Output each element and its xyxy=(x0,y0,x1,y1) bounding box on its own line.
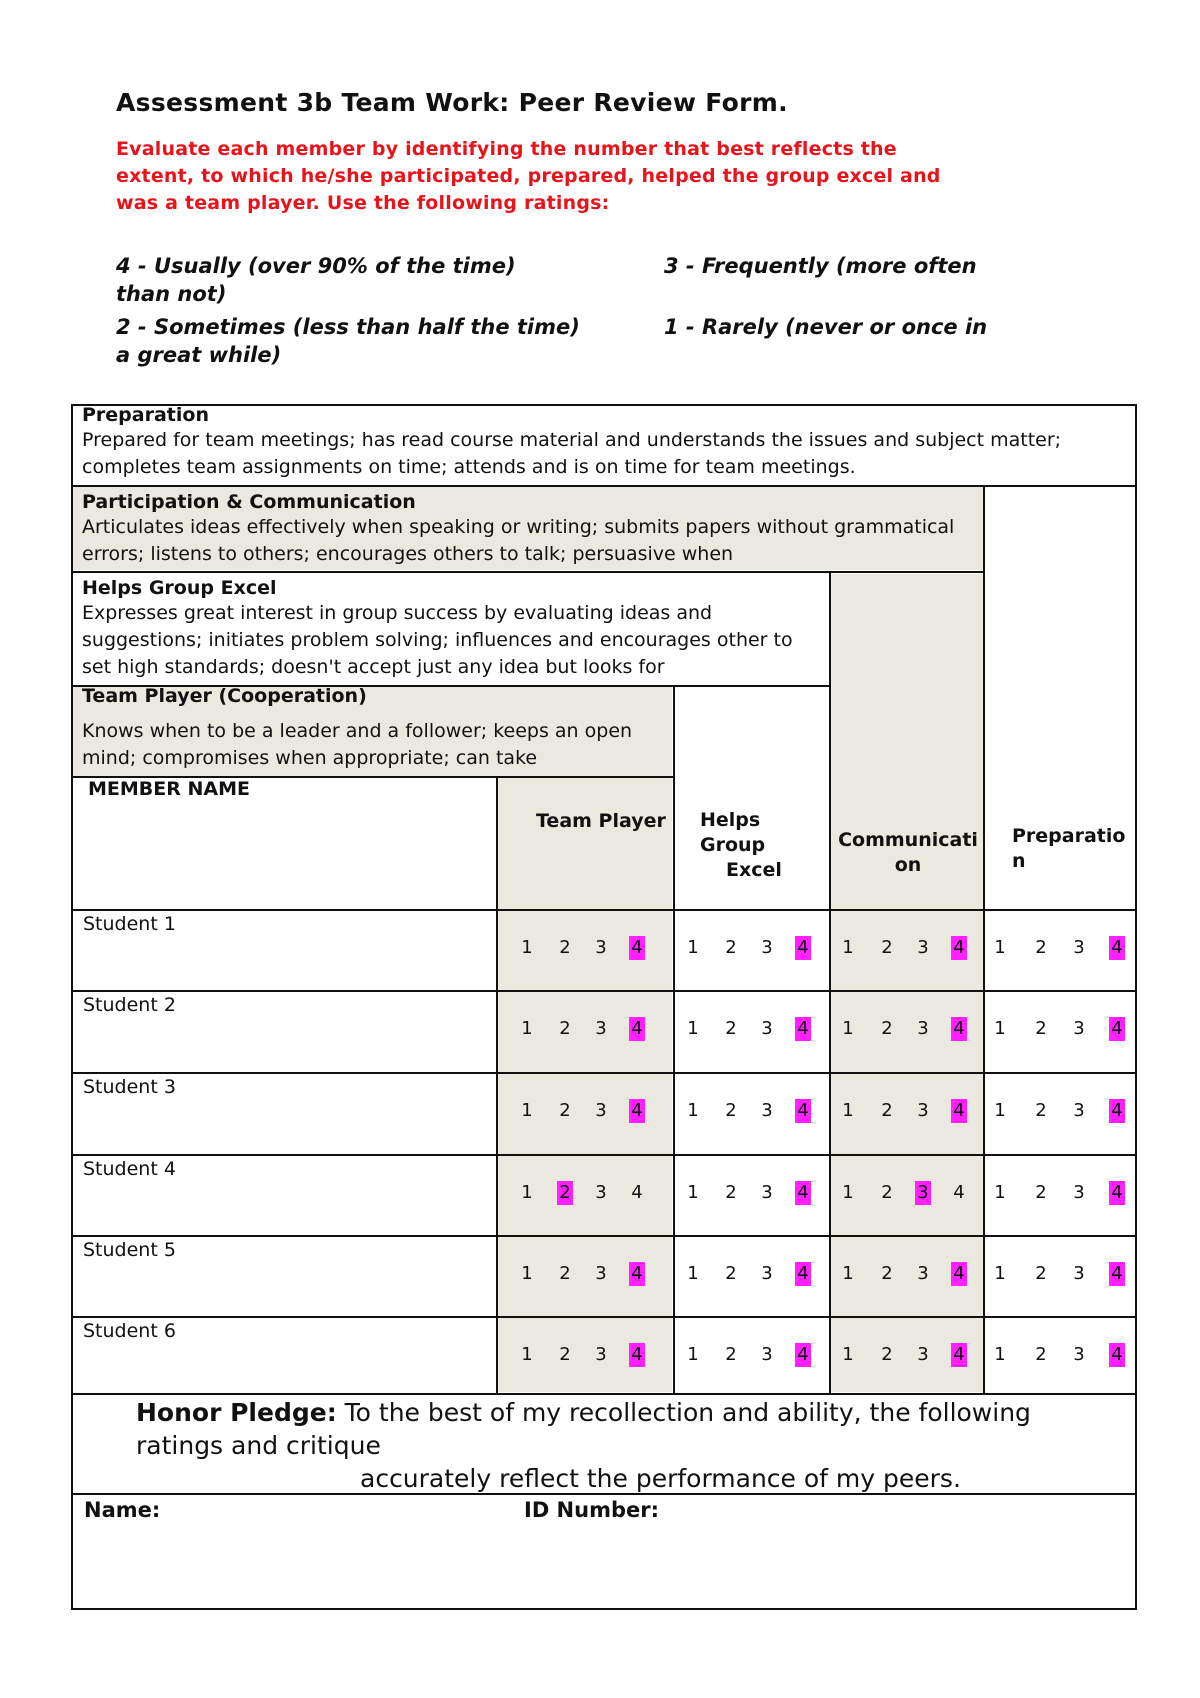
helps-header xyxy=(700,808,782,883)
id-number-field-label: ID Number: xyxy=(524,1498,659,1522)
score-option-helps-group-excel-selected[interactable]: 4 xyxy=(795,936,811,960)
vline-team xyxy=(496,776,498,1394)
score-option-helps-group-excel[interactable]: 2 xyxy=(725,1018,737,1039)
honor-pledge-label: Honor Pledge: xyxy=(136,1398,337,1427)
student-name: Student 6 xyxy=(83,1320,176,1342)
honor-pledge xyxy=(136,1396,1036,1495)
score-option-helps-group-excel[interactable]: 2 xyxy=(725,937,737,958)
score-option-helps-group-excel[interactable]: 2 xyxy=(725,1182,737,1203)
score-option-preparation[interactable]: 3 xyxy=(1073,1263,1085,1284)
score-option-helps-group-excel[interactable]: 2 xyxy=(725,1100,737,1121)
score-option-preparation[interactable]: 3 xyxy=(1073,1018,1085,1039)
row-divider-2 xyxy=(71,990,1137,992)
score-option-team-player[interactable]: 3 xyxy=(595,937,607,958)
rating-3-cont: than not) xyxy=(116,282,227,306)
score-option-preparation[interactable]: 2 xyxy=(1035,1344,1047,1365)
score-option-helps-group-excel[interactable]: 3 xyxy=(761,1100,773,1121)
score-option-communication[interactable]: 3 xyxy=(917,1263,929,1284)
score-option-team-player[interactable]: 1 xyxy=(521,1018,533,1039)
score-option-communication[interactable]: 4 xyxy=(953,1182,965,1203)
score-option-team-player[interactable]: 1 xyxy=(521,1344,533,1365)
criterion-participation xyxy=(82,490,977,570)
score-option-preparation-selected[interactable]: 4 xyxy=(1109,936,1125,960)
score-option-communication[interactable]: 3 xyxy=(917,1344,929,1365)
score-option-helps-group-excel[interactable]: 2 xyxy=(725,1263,737,1284)
score-option-helps-group-excel[interactable]: 1 xyxy=(687,1100,699,1121)
student-name: Student 3 xyxy=(83,1076,176,1098)
divider-1 xyxy=(71,485,1137,487)
score-option-preparation[interactable]: 2 xyxy=(1035,1100,1047,1121)
score-option-preparation[interactable]: 1 xyxy=(994,1344,1006,1365)
student-name: Student 2 xyxy=(83,994,176,1016)
rating-1: 1 - Rarely (never or once in xyxy=(664,315,988,339)
score-option-helps-group-excel[interactable]: 1 xyxy=(687,1182,699,1203)
divider-2 xyxy=(71,571,985,573)
score-option-preparation[interactable]: 3 xyxy=(1073,1100,1085,1121)
score-option-preparation[interactable]: 3 xyxy=(1073,1182,1085,1203)
student-name: Student 4 xyxy=(83,1158,176,1180)
row-divider-1 xyxy=(71,909,1137,911)
communication-header-line2: on xyxy=(894,854,922,876)
score-option-communication[interactable]: 1 xyxy=(842,1263,854,1284)
score-option-helps-group-excel-selected[interactable]: 4 xyxy=(795,1017,811,1041)
score-option-communication-selected[interactable]: 4 xyxy=(951,1017,967,1041)
score-option-preparation-selected[interactable]: 4 xyxy=(1109,1262,1125,1286)
name-field-label: Name: xyxy=(84,1498,161,1522)
score-option-helps-group-excel-selected[interactable]: 4 xyxy=(795,1099,811,1123)
score-option-communication-selected[interactable]: 4 xyxy=(951,1343,967,1367)
score-option-team-player-selected[interactable]: 4 xyxy=(629,1017,645,1041)
score-option-communication[interactable]: 2 xyxy=(881,1344,893,1365)
criterion-helps-title: Helps Group Excel xyxy=(82,577,277,599)
score-option-preparation[interactable]: 2 xyxy=(1035,1018,1047,1039)
helps-header-line1: Helps xyxy=(700,809,761,831)
rating-4: 4 - Usually (over 90% of the time) xyxy=(116,254,516,278)
criterion-helps-desc: Expresses great interest in group success by evaluating ideas and suggestions; initiates problem solving; influences and encourages other to set high standards; doesn't accept just any idea but looks for xyxy=(82,602,793,678)
score-option-team-player[interactable]: 3 xyxy=(595,1018,607,1039)
score-option-helps-group-excel[interactable]: 1 xyxy=(687,1018,699,1039)
score-option-communication[interactable]: 2 xyxy=(881,937,893,958)
score-option-team-player-selected[interactable]: 4 xyxy=(629,1343,645,1367)
score-option-helps-group-excel[interactable]: 1 xyxy=(687,1344,699,1365)
score-option-helps-group-excel[interactable]: 3 xyxy=(761,1182,773,1203)
preparation-header xyxy=(1012,824,1125,874)
rating-2: 2 - Sometimes (less than half the time) xyxy=(116,315,580,339)
score-option-communication-selected[interactable]: 3 xyxy=(915,1181,931,1205)
score-option-communication[interactable]: 1 xyxy=(842,1018,854,1039)
score-option-communication[interactable]: 3 xyxy=(917,1018,929,1039)
score-option-team-player[interactable]: 2 xyxy=(559,1344,571,1365)
score-option-team-player[interactable]: 1 xyxy=(521,937,533,958)
score-option-team-player[interactable]: 4 xyxy=(631,1182,643,1203)
row-divider-7 xyxy=(71,1393,1137,1395)
score-option-team-player-selected[interactable]: 4 xyxy=(629,1262,645,1286)
score-option-preparation[interactable]: 1 xyxy=(994,1263,1006,1284)
score-option-preparation[interactable]: 3 xyxy=(1073,1344,1085,1365)
score-option-communication[interactable]: 2 xyxy=(881,1263,893,1284)
score-option-communication[interactable]: 3 xyxy=(917,1100,929,1121)
score-option-communication-selected[interactable]: 4 xyxy=(951,1099,967,1123)
criterion-team xyxy=(82,684,667,776)
row-divider-3 xyxy=(71,1072,1137,1074)
score-option-preparation[interactable]: 1 xyxy=(994,937,1006,958)
score-option-team-player-selected[interactable]: 4 xyxy=(629,1099,645,1123)
score-option-preparation[interactable]: 2 xyxy=(1035,1182,1047,1203)
score-option-communication-selected[interactable]: 4 xyxy=(951,936,967,960)
rating-3: 3 - Frequently (more often xyxy=(664,254,977,278)
score-option-helps-group-excel[interactable]: 1 xyxy=(687,937,699,958)
score-option-communication[interactable]: 2 xyxy=(881,1182,893,1203)
criterion-team-title: Team Player (Cooperation) xyxy=(82,685,367,707)
score-option-team-player[interactable]: 1 xyxy=(521,1182,533,1203)
score-option-helps-group-excel-selected[interactable]: 4 xyxy=(795,1262,811,1286)
score-option-communication[interactable]: 3 xyxy=(917,937,929,958)
score-option-communication-selected[interactable]: 4 xyxy=(951,1262,967,1286)
score-option-communication[interactable]: 1 xyxy=(842,1344,854,1365)
score-option-helps-group-excel-selected[interactable]: 4 xyxy=(795,1343,811,1367)
score-option-helps-group-excel[interactable]: 3 xyxy=(761,1263,773,1284)
score-option-preparation[interactable]: 3 xyxy=(1073,937,1085,958)
score-option-team-player[interactable]: 1 xyxy=(521,1263,533,1284)
student-name: Student 5 xyxy=(83,1239,176,1261)
score-option-preparation[interactable]: 1 xyxy=(994,1100,1006,1121)
score-option-team-player-selected[interactable]: 4 xyxy=(629,936,645,960)
criterion-team-desc: Knows when to be a leader and a follower; keeps an open mind; compromises when appropriate; can take xyxy=(82,720,633,769)
helps-header-line2: Group xyxy=(700,834,766,856)
honor-pledge-text-2: accurately reflect the performance of my peers. xyxy=(360,1464,961,1493)
row-divider-5 xyxy=(71,1235,1137,1237)
score-option-team-player[interactable]: 2 xyxy=(559,1100,571,1121)
vline-preparation xyxy=(983,485,985,1394)
criterion-participation-desc: Articulates ideas effectively when speaking or writing; submits papers without grammatical errors; listens to others; encourages others to talk; persuasive when xyxy=(82,516,955,565)
student-name: Student 1 xyxy=(83,913,176,935)
rating-1-cont: a great while) xyxy=(116,343,282,367)
helps-header-line3: Excel xyxy=(726,859,782,881)
score-option-team-player-selected[interactable]: 2 xyxy=(557,1181,573,1205)
score-option-helps-group-excel[interactable]: 3 xyxy=(761,1344,773,1365)
criterion-preparation-title: Preparation xyxy=(82,404,209,426)
score-option-team-player[interactable]: 2 xyxy=(559,1263,571,1284)
score-option-communication[interactable]: 1 xyxy=(842,937,854,958)
score-option-preparation-selected[interactable]: 4 xyxy=(1109,1181,1125,1205)
score-option-team-player[interactable]: 3 xyxy=(595,1263,607,1284)
score-option-preparation[interactable]: 1 xyxy=(994,1018,1006,1039)
communication-header xyxy=(833,828,983,878)
row-divider-4 xyxy=(71,1154,1137,1156)
instructions-text: Evaluate each member by identifying the number that best reflects the extent, to which he/she participated, prepared, helped the group excel and was a team player. Use the following ratings: xyxy=(116,138,941,214)
score-option-team-player[interactable]: 3 xyxy=(595,1100,607,1121)
communication-header-line1: Communicati xyxy=(838,829,978,851)
score-option-preparation-selected[interactable]: 4 xyxy=(1109,1099,1125,1123)
score-option-helps-group-excel[interactable]: 3 xyxy=(761,937,773,958)
score-option-communication[interactable]: 1 xyxy=(842,1182,854,1203)
preparation-header-line2: n xyxy=(1012,850,1026,872)
score-option-preparation-selected[interactable]: 4 xyxy=(1109,1343,1125,1367)
vline-helps xyxy=(673,685,675,1394)
team-player-header: Team Player xyxy=(536,810,666,832)
score-option-helps-group-excel[interactable]: 3 xyxy=(761,1018,773,1039)
score-option-team-player[interactable]: 2 xyxy=(559,937,571,958)
score-option-preparation-selected[interactable]: 4 xyxy=(1109,1017,1125,1041)
row-divider-6 xyxy=(71,1316,1137,1318)
id-number-field-input[interactable] xyxy=(520,1526,1132,1606)
score-option-helps-group-excel[interactable]: 1 xyxy=(687,1263,699,1284)
criterion-preparation-desc: Prepared for team meetings; has read course material and understands the issues and subject matter; completes team assignments on time; attends and is on time for team meetings. xyxy=(82,429,1062,478)
score-option-team-player[interactable]: 2 xyxy=(559,1018,571,1039)
name-field-input[interactable] xyxy=(74,1526,504,1606)
score-option-preparation[interactable]: 2 xyxy=(1035,1263,1047,1284)
member-name-header: MEMBER NAME xyxy=(88,778,250,800)
criterion-participation-title: Participation & Communication xyxy=(82,491,416,513)
score-option-helps-group-excel-selected[interactable]: 4 xyxy=(795,1181,811,1205)
honor-pledge-text-1: To the best of my recollection and ability, the following ratings and critique xyxy=(136,1398,1031,1460)
score-option-communication[interactable]: 2 xyxy=(881,1018,893,1039)
criterion-preparation xyxy=(82,403,1132,481)
score-option-preparation[interactable]: 1 xyxy=(994,1182,1006,1203)
score-option-communication[interactable]: 1 xyxy=(842,1100,854,1121)
preparation-header-line1: Preparatio xyxy=(1012,825,1126,847)
score-option-team-player[interactable]: 3 xyxy=(595,1344,607,1365)
score-option-team-player[interactable]: 3 xyxy=(595,1182,607,1203)
score-option-helps-group-excel[interactable]: 2 xyxy=(725,1344,737,1365)
score-option-communication[interactable]: 2 xyxy=(881,1100,893,1121)
score-option-team-player[interactable]: 1 xyxy=(521,1100,533,1121)
vline-communication xyxy=(829,571,831,1394)
score-option-preparation[interactable]: 2 xyxy=(1035,937,1047,958)
criterion-helps xyxy=(82,576,826,684)
page-title: Assessment 3b Team Work: Peer Review Form. xyxy=(116,88,788,117)
